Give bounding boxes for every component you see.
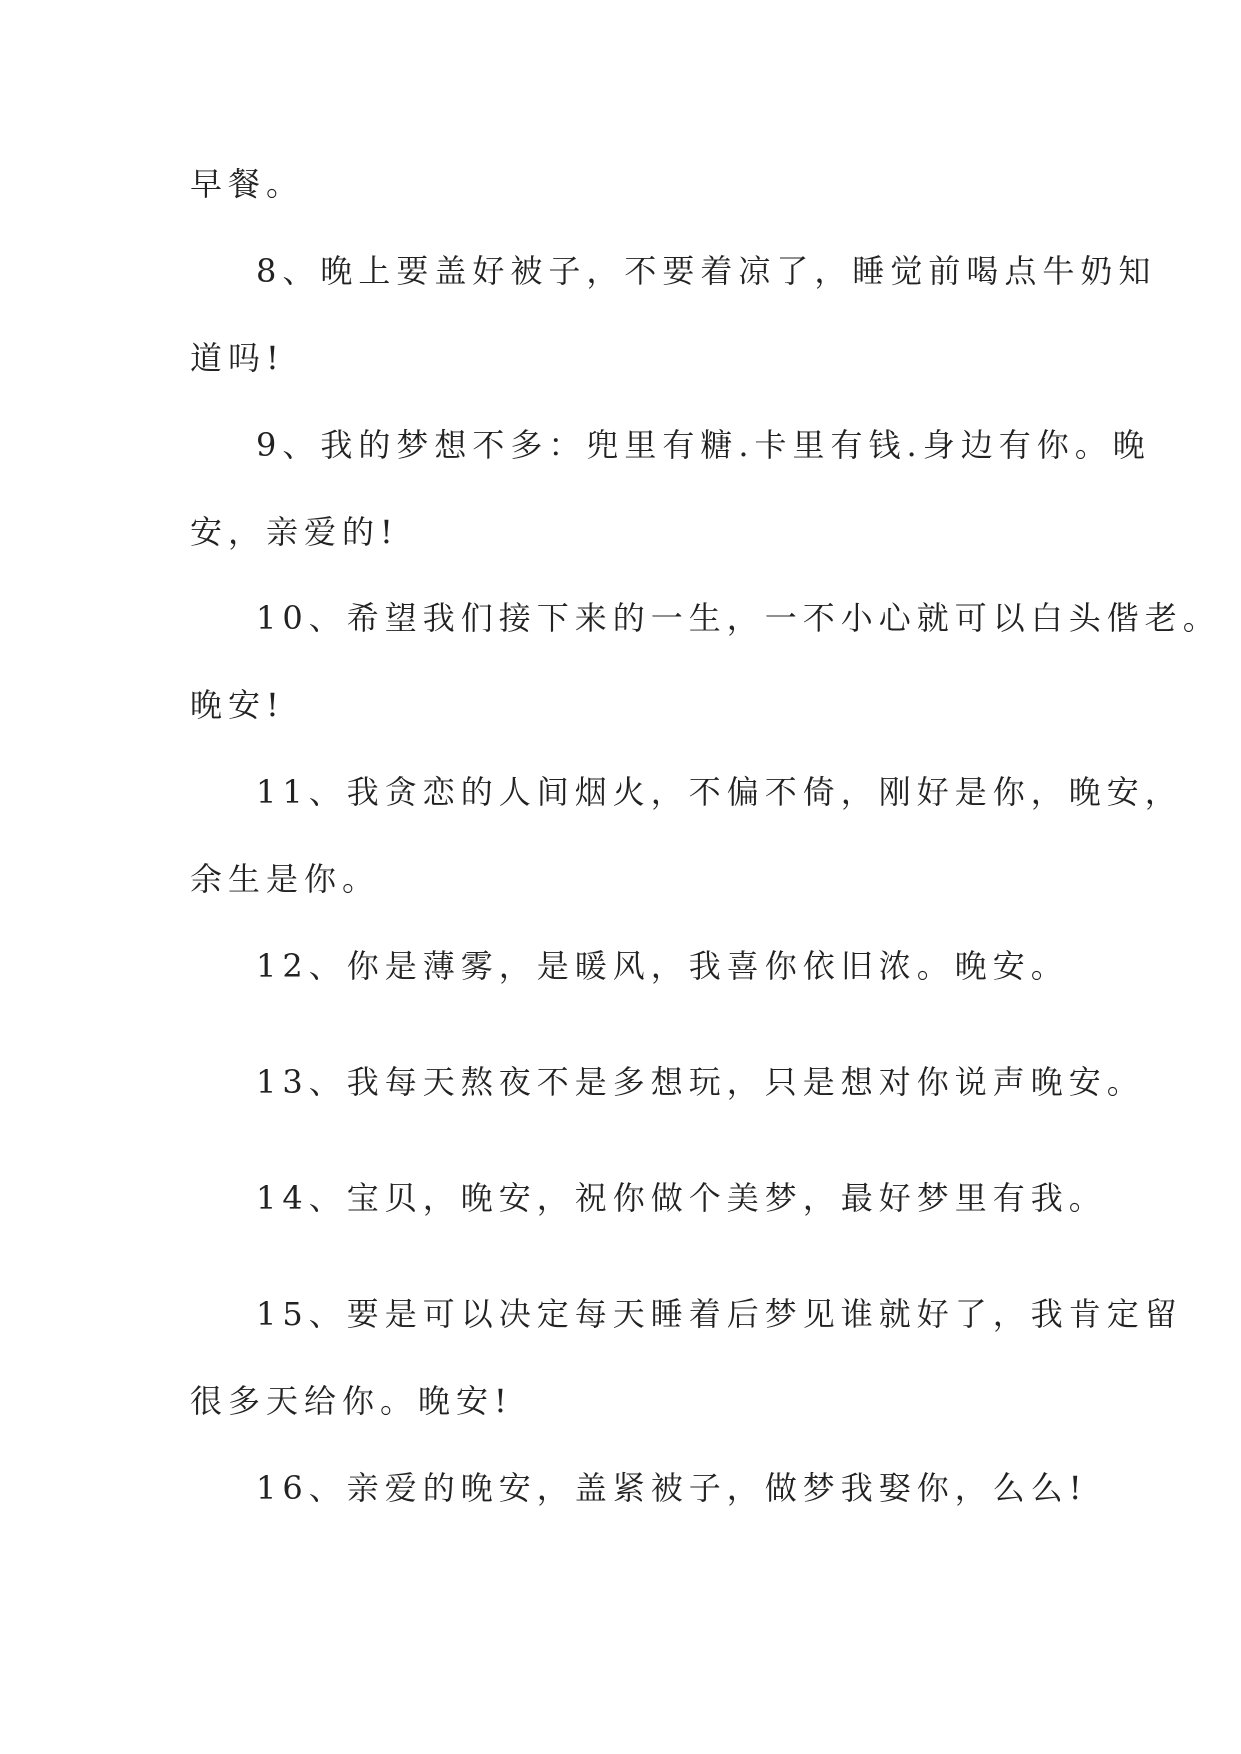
paragraph-8-line-1: 8、晚上要盖好被子，不要着凉了，睡觉前喝点牛奶知 (256, 252, 1157, 290)
paragraph-8-line-2: 道吗! (190, 339, 285, 377)
paragraph-13: 13、我每天熬夜不是多想玩，只是想对你说声晚安。 (256, 1063, 1145, 1101)
paragraph-9-line-1: 9、我的梦想不多：兜里有糖.卡里有钱.身边有你。晚 (256, 426, 1151, 464)
paragraph-14: 14、宝贝，晚安，祝你做个美梦，最好梦里有我。 (256, 1179, 1107, 1217)
paragraph-16: 16、亲爱的晚安，盖紧被子，做梦我娶你，么么! (256, 1469, 1088, 1507)
paragraph-15-line-1: 15、要是可以决定每天睡着后梦见谁就好了，我肯定留 (256, 1295, 1183, 1333)
paragraph-9-line-2: 安，亲爱的! (190, 513, 399, 551)
paragraph-12: 12、你是薄雾，是暖风，我喜你依旧浓。晚安。 (256, 947, 1069, 985)
paragraph-15-line-2: 很多天给你。晚安! (190, 1382, 513, 1420)
paragraph-10-line-1: 10、希望我们接下来的一生，一不小心就可以白头偕老。 (256, 599, 1221, 637)
paragraph-10-line-2: 晚安! (190, 686, 285, 724)
paragraph-7-continuation: 早餐。 (190, 165, 305, 203)
paragraph-11-line-2: 余生是你。 (190, 860, 381, 898)
paragraph-11-line-1: 11、我贪恋的人间烟火，不偏不倚，刚好是你，晚安， (256, 773, 1183, 811)
